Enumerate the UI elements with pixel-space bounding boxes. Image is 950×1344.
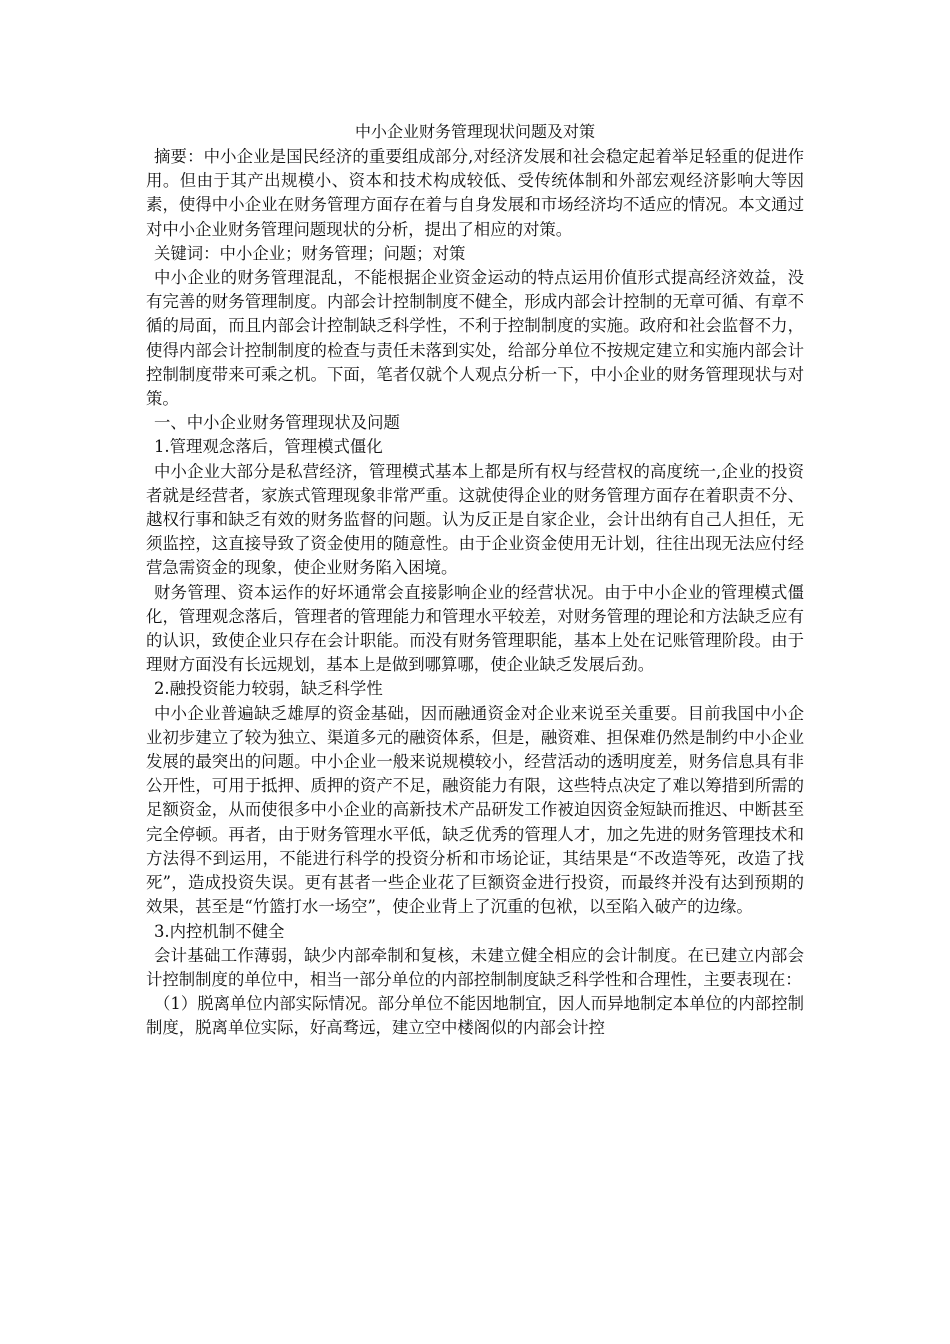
section-1-heading: 一、中小企业财务管理现状及问题	[154, 413, 400, 433]
intro-paragraph: 中小企业的财务管理混乱，不能根据企业资金运动的特点运用价值形式提高经济效益，没有完善的财务管理制度。内部会计控制制度不健全，形成内部会计控制的无章可循、有章不循的局面，而且内部会计控制缺乏科学性，不利于控制制度的实施。政府和社会监督不力，使得内部会计控制制度的检查与责任未落到实处，给部分单位不按规定建立和实施内部会计控制制度带来可乘之机。下面，笔者仅就个人观点分析一下，中小企业的财务管理现状与对策。	[146, 268, 804, 409]
subsection-1-heading: 1.管理观念落后，管理模式僵化	[154, 437, 383, 457]
subsection-1-paragraph-1: 中小企业大部分是私营经济，管理模式基本上都是所有权与经营权的高度统一,企业的投资者就是经营者，家族式管理现象非常严重。这就使得企业的财务管理方面存在着职责不分、越权行事和缺乏有效的财务监督的问题。认为反正是自家企业，会计出纳有自己人担任，无须监控，这直接导致了资金使用的随意性。由于企业资金使用无计划，往往出现无法应付经营急需资金的现象，使企业财务陷入困境。	[146, 461, 804, 578]
subsection-2-heading: 2.融投资能力较弱，缺乏科学性	[154, 679, 383, 699]
subsection-1-paragraph-2: 财务管理、资本运作的好坏通常会直接影响企业的经营状况。由于中小企业的管理模式僵化，管理观念落后，管理者的管理能力和管理水平较差，对财务管理的理论和方法缺乏应有的认识，致使企业只存在会计职能。而没有财务管理职能，基本上处在记账管理阶段。由于理财方面没有长远规划，基本上是做到哪算哪，使企业缺乏发展后劲。	[146, 582, 804, 675]
abstract-paragraph: 摘要：中小企业是国民经济的重要组成部分,对经济发展和社会稳定起着举足轻重的促进作用。但由于其产出规模小、资本和技术构成较低、受传统体制和外部宏观经济影响大等因素，使得中小企业在财务管理方面存在着与自身发展和市场经济均不适应的情况。本文通过对中小企业财务管理问题现状的分析，提出了相应的对策。	[146, 147, 804, 239]
document-title: 中小企业财务管理现状问题及对策	[354, 122, 595, 141]
subsection-3-paragraph-1: 会计基础工作薄弱，缺少内部牵制和复核，未建立健全相应的会计制度。在已建立内部会计控制制度的单位中，相当一部分单位的内部控制制度缺乏科学性和合理性，主要表现在：	[146, 945, 804, 989]
subsection-2-paragraph-1: 中小企业普遍缺乏雄厚的资金基础，因而融通资金对企业来说至关重要。目前我国中小企业初步建立了较为独立、渠道多元的融资体系，但是，融资难、担保难仍然是制约中小企业发展的最突出的问题。中小企业一般来说规模较小，经营活动的透明度差，财务信息具有非公开性，可用于抵押、质押的资产不足，融资能力有限，这些特点决定了难以筹措到所需的足额资金，从而使很多中小企业的高新技术产品研发工作被迫因资金短缺而推迟、中断甚至完全停顿。再者，由于财务管理水平低，缺乏优秀的管理人才，加之先进的财务管理技术和方法得不到运用，不能进行科学的投资分析和市场论证，其结果是“不改造等死，改造了找死”，造成投资失误。更有甚者一些企业花了巨额资金进行投资，而最终并没有达到预期的效果，甚至是“竹篮打水一场空”，使企业背上了沉重的包袱，以至陷入破产的边缘。	[146, 703, 804, 917]
keywords-line: 关键词：中小企业；财务管理；问题；对策	[154, 243, 466, 263]
subsection-3-heading: 3.内控机制不健全	[154, 921, 285, 941]
subsection-3-paragraph-2: （1）脱离单位内部实际情况。部分单位不能因地制宜，因人而异地制定本单位的内部控制制度，脱离单位实际，好高骛远，建立空中楼阁似的内部会计控	[146, 994, 804, 1038]
